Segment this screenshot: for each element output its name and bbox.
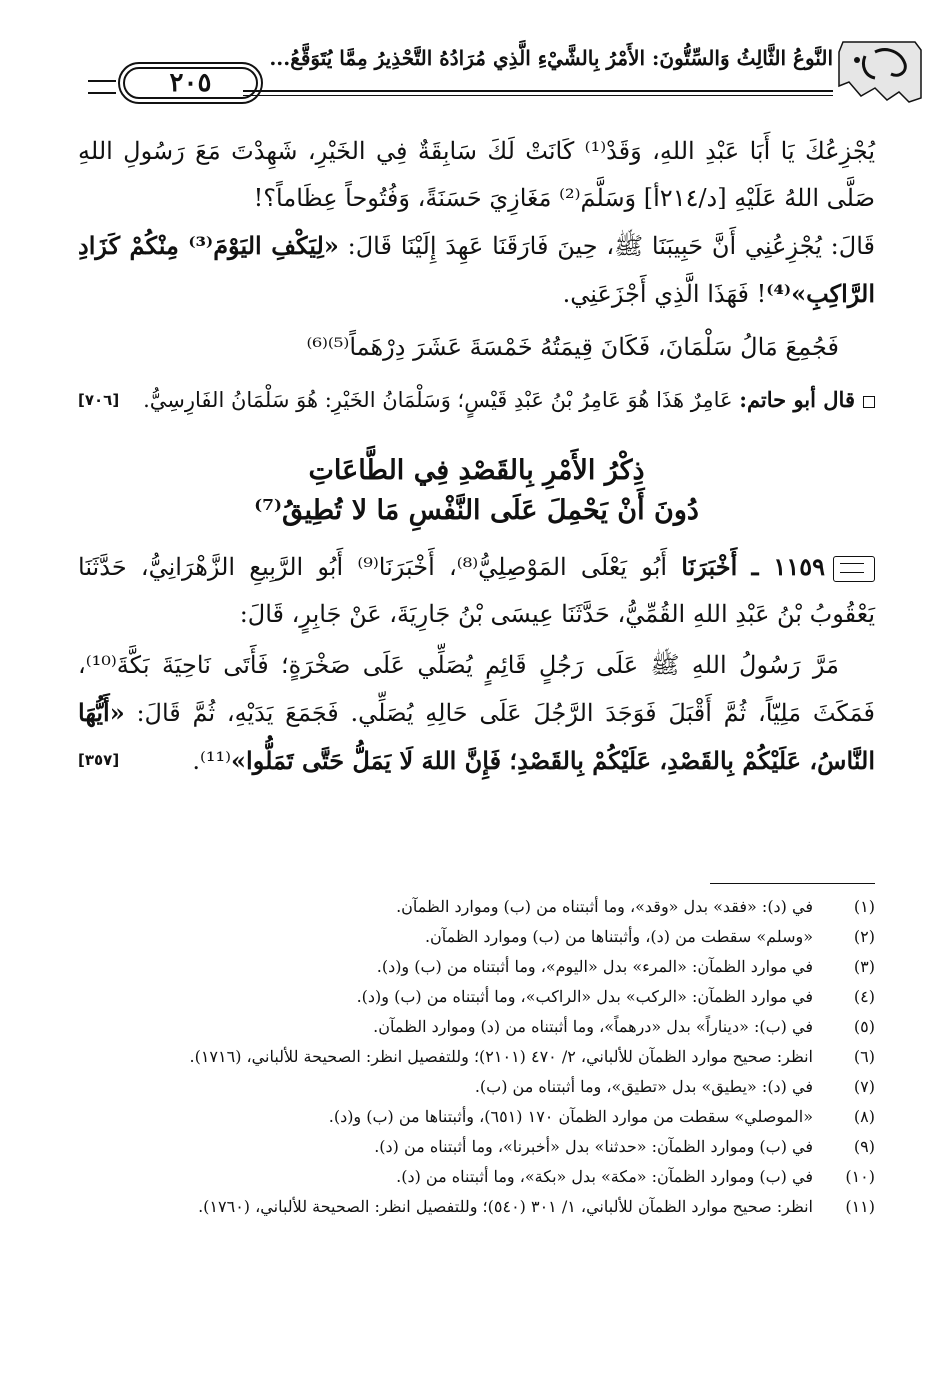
paragraph-1: يُجْزِعُكَ يَا أَبَا عَبْدِ اللهِ، وَقَدْ⁽¹⁾ كَانَتْ لَكَ سَابِقَةٌ فِي الخَيْرِ، شَهِدْتَ مَعَ رَسُولِ اللهِ صَلَّى اللهُ عَلَيْهِ [د/٢١٤أ] وَسَلَّمَ⁽²⁾ مَغَازِيَ حَسَنَةً، وَفُتُوحاً عِظَاماً؟!: [78, 137, 876, 212]
isnad-text: أَبُو يَعْلَى المَوْصِلِيُّ⁽⁸⁾، أَخْبَرَنَا⁽⁹⁾ أَبُو الرَّبِيعِ الزَّهْرَانِيُّ، حَدَّثَنَا يَعْقُوبُ بْنُ عَبْدِ اللهِ القُمِّيُّ، حَدَّثَنَا عِيسَى بْنُ جَارِيَةَ، عَنْ جَابِرٍ، قَالَ:: [78, 553, 875, 628]
paragraph-4-text: عَامِرٌ هَذَا هُوَ عَامِرُ بْنُ عَبْدِ قَيْسٍ؛ وَسَلْمَانُ الخَيْرِ: هُوَ سَلْمَانُ الفَارِسِيُّ.: [143, 388, 740, 412]
footnote-number: (٣): [853, 957, 875, 976]
footnote-number: (١): [853, 897, 875, 916]
footnote-item: [78, 982, 875, 1012]
footnote-item: [78, 892, 875, 922]
hadith-number: ١١٥٩ ـ: [751, 552, 825, 581]
square-marker-icon: [863, 396, 875, 408]
running-title: النَّوعُ الثَّالِثُ وَالسِّتُّونَ: الأَمْرُ بِالشَّيْءِ الَّذِي مُرَادُهُ التَّحْذِيرُ مِمَّا يُتَوَقَّعُ...: [269, 46, 833, 70]
page-number: ٢٠٥: [169, 68, 212, 98]
footnote-item: [78, 1132, 875, 1162]
footnote-text: في (ب): «ديناراً» بدل «درهماً»، وما أثبتناه من (د) وموارد الظمآن.: [373, 1017, 813, 1036]
footnote-number: (٦): [853, 1047, 875, 1066]
reference-number: [٧٠٦]: [78, 391, 120, 409]
paragraph-2-text: قَالَ: يُجْزِعُنِي أَنَّ حَبِيبَنَا ﷺ، حِينَ فَارَقَنَا عَهِدَ إِلَيْنَا قَالَ:: [338, 232, 875, 260]
hadith-number-icon: [833, 556, 875, 582]
footnotes: [78, 892, 875, 1222]
footnote-text: في (ب) وموارد الظمآن: «مكة» بدل «بكة»، وما أثبتناه من (د).: [396, 1167, 813, 1186]
section-heading-line-1: ذِكْرُ الأَمْرِ بِالقَصْدِ فِي الطَّاعَاتِ: [308, 455, 645, 486]
footnote-item: [78, 1012, 875, 1042]
hadith-matn: [78, 642, 875, 785]
page-header: [70, 38, 925, 108]
footnote-number: (٩): [853, 1137, 875, 1156]
hadith-isnad: [78, 543, 875, 638]
main-text: [78, 128, 875, 785]
footnote-text: انظر: صحيح موارد الظمآن للألباني، ١/ ٣٠١ (٥٤٠)؛ وللتفصيل انظر: الصحيحة للألباني، (١٧٦٠).: [198, 1197, 813, 1216]
footnote-item: [78, 1042, 875, 1072]
footnote-number: (١١): [845, 1197, 875, 1216]
footnote-text: في موارد الظمآن: «المرء» بدل «اليوم»، وما أثبتناه من (ب) و(د).: [376, 957, 813, 976]
footnote-item: [78, 1072, 875, 1102]
footnote-item: [78, 1192, 875, 1222]
footnote-item: [78, 922, 875, 952]
header-double-rule: [88, 80, 116, 94]
footnote-number: (٧): [853, 1077, 875, 1096]
footnote-number: (٢): [853, 927, 875, 946]
footnote-number: (١٠): [845, 1167, 875, 1186]
footnote-text: في (د): «يطيق» بدل «تطيق»، وما أثبتناه من (ب).: [474, 1077, 813, 1096]
footnote-text: في موارد الظمآن: «الركب» بدل «الراكب»، وما أثبتناه من (ب) و(د).: [356, 987, 813, 1006]
footnote-number: (٨): [853, 1107, 875, 1126]
paragraph-2: [78, 222, 875, 318]
section-heading-line-2: دُونَ أَنْ يَحْمِلَ عَلَى النَّفْسِ مَا لا تُطِيقُ⁽⁷⁾: [254, 495, 699, 526]
prophetic-quote: «لِيَكْفِ اليَوْمَ⁽³⁾ مِنْكُمْ كَزَادِ الرَّاكِبِ»⁽⁴⁾: [78, 231, 875, 308]
footnote-item: [78, 952, 875, 982]
page-number-box: [118, 62, 263, 104]
footnote-text: في (ب) وموارد الظمآن: «حدثنا» بدل «أخبرنا»، وما أثبتناه من (د).: [374, 1137, 813, 1156]
footnote-number: (٤): [853, 987, 875, 1006]
abu-hatim-label: قال أبو حاتم:: [739, 387, 855, 412]
paragraph-2-end: ! فَهَذَا الَّذِي أَجْزَعَنِي.: [562, 280, 767, 308]
footnote-item: [78, 1102, 875, 1132]
footnote-text: «وسلم» سقطت من (د)، وأثبتناها من (ب) وموارد الظمآن.: [424, 927, 813, 946]
hadith-reference: [٣٥٧]: [78, 751, 120, 769]
paragraph-4: [78, 379, 875, 421]
footnote-separator: [710, 883, 875, 884]
matn-end: ⁽¹¹⁾.: [192, 747, 232, 775]
footnote-item: [78, 1162, 875, 1192]
footnote-text: انظر: صحيح موارد الظمآن للألباني، ٢/ ٤٧٠ (٢١٠١)؛ وللتفصيل انظر: الصحيحة للألباني، (١٧١٦).: [189, 1047, 813, 1066]
header-rule-thin: [243, 95, 833, 96]
footnote-text: «الموصلي» سقطت من موارد الظمآن ١٧٠ (٦٥١)، وأثبتناها من (ب) و(د).: [328, 1107, 813, 1126]
header-rule: [243, 90, 833, 92]
paragraph-3: فَجُمِعَ مَالُ سَلْمَانَ، فَكَانَ قِيمَتُهُ خَمْسَةَ عَشَرَ دِرْهَماً⁽⁵⁾⁽⁶⁾: [306, 333, 839, 361]
footnote-number: (٥): [853, 1017, 875, 1036]
akhbarana-word: أَخْبَرَنَا: [681, 552, 738, 581]
matn-text: مَرَّ رَسُولُ اللهِ ﷺ عَلَى رَجُلٍ قَائِمٍ يُصَلِّي عَلَى صَخْرَةٍ؛ فَأَتَى نَاحِيَةَ بَكَّةَ⁽¹⁰⁾، فَمَكَثَ مَلِيّاً، ثُمَّ أَقْبَلَ فَوَجَدَ الرَّجُلَ عَلَى حَالِهِ يُصَلِّي. فَجَمَعَ يَدَيْهِ، ثُمَّ قَالَ:: [78, 651, 875, 727]
corner-ornament-icon: [835, 38, 925, 106]
matn-quote: «أَيُّهَا النَّاسُ، عَلَيْكُمْ بِالقَصْدِ، عَلَيْكُمْ بِالقَصْدِ؛ فَإِنَّ اللهَ لَا يَمَلُّ حَتَّى تَمَلُّوا»: [78, 698, 875, 775]
footnote-text: في (د): «فقد» بدل «وقد»، وما أثبتناه من (ب) وموارد الظمآن.: [396, 897, 813, 916]
